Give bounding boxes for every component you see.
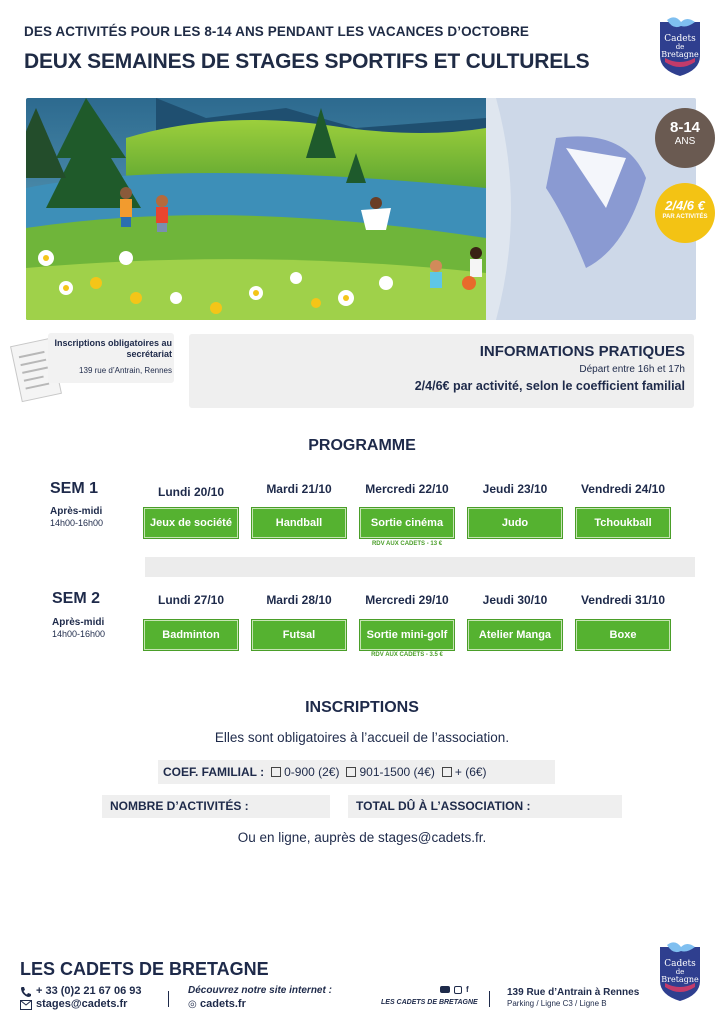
facebook-icon[interactable]: f (466, 985, 469, 994)
activity-jeux-de-societe: Jeux de société (144, 508, 238, 538)
week-2-label: SEM 2 (52, 590, 101, 607)
day-label: Jeudi 23/10 (482, 482, 548, 496)
day-label: Jeudi 30/10 (482, 593, 548, 607)
footer-parking: Parking / Ligne C3 / Ligne B (507, 999, 607, 1008)
age-badge-main: 8-14 (669, 119, 701, 136)
svg-text:Bretagne: Bretagne (661, 50, 699, 59)
header-subtitle: DES ACTIVITÉS POUR LES 8-14 ANS PENDANT LES VACANCES D’OCTOBRE (24, 24, 530, 39)
day-label: Vendredi 31/10 (580, 593, 666, 607)
coef-option[interactable]: 901-1500 (4€) (346, 765, 434, 779)
day-label: Mardi 28/10 (266, 593, 332, 607)
activity-atelier-manga: Atelier Manga (468, 620, 562, 650)
svg-text:Cadets: Cadets (664, 34, 696, 44)
activity-handball: Handball (252, 508, 346, 538)
coef-option[interactable]: 0-900 (2€) (271, 765, 339, 779)
svg-text:Bretagne: Bretagne (661, 975, 699, 984)
cadets-logo-footer (657, 941, 703, 1003)
age-badge (655, 108, 715, 168)
week-separator (145, 557, 695, 577)
checkbox[interactable] (271, 767, 281, 777)
divider (168, 991, 169, 1007)
footer-site-label: Découvrez notre site internet : (188, 985, 332, 996)
footer-title: LES CADETS DE BRETAGNE (20, 959, 269, 979)
activities-count-field[interactable]: NOMBRE D’ACTIVITÉS : (102, 795, 330, 818)
week-2-hours: 14h00-16h00 (52, 629, 106, 639)
footer-social-name: LES CADETS DE BRETAGNE (381, 999, 478, 1006)
info-title: INFORMATIONS PRATIQUES (479, 343, 685, 360)
divider (489, 991, 490, 1007)
activity-sortie-mini-golf: Sortie mini-golf (360, 620, 454, 650)
registration-address: 139 rue d’Antrain, Rennes (79, 366, 172, 375)
info-departure: Départ entre 16h et 17h (579, 364, 685, 375)
social-icons (440, 986, 469, 994)
activity-sortie-cinema: Sortie cinéma (360, 508, 454, 538)
online-registration: Ou en ligne, auprès de stages@cadets.fr. (237, 830, 487, 845)
day-label: Mardi 21/10 (266, 482, 332, 496)
age-badge-sub: ANS (674, 136, 696, 147)
footer-email[interactable]: stages@cadets.fr (36, 998, 128, 1010)
svg-text:de: de (675, 968, 685, 976)
globe-icon: ◎ (188, 999, 197, 1010)
total-due-field[interactable]: TOTAL DÛ À L’ASSOCIATION : (348, 795, 622, 818)
week-1-label: SEM 1 (50, 480, 99, 497)
mail-icon (20, 1000, 32, 1010)
price-badge (655, 183, 715, 243)
instagram-icon[interactable] (454, 986, 462, 994)
cadets-logo (657, 16, 703, 78)
registration-title: Inscriptions obligatoires au secrétariat (54, 338, 172, 359)
footer-address: 139 Rue d’Antrain à Rennes (507, 987, 640, 998)
day-label: Vendredi 24/10 (580, 482, 666, 496)
activity-tchoukball: Tchoukball (576, 508, 670, 538)
page-title: DEUX SEMAINES DE STAGES SPORTIFS ET CULTURELS (24, 50, 590, 73)
checkbox[interactable] (346, 767, 356, 777)
activity-boxe: Boxe (576, 620, 670, 650)
inscriptions-title: INSCRIPTIONS (305, 699, 419, 716)
day-label: Lundi 27/10 (157, 593, 225, 607)
week-1-period: Après-midi (50, 506, 103, 517)
price-badge-main: 2/4/6 € (665, 198, 705, 213)
youtube-icon[interactable] (440, 986, 450, 993)
week-2-period: Après-midi (52, 617, 105, 628)
activity-badminton: Badminton (144, 620, 238, 650)
footer-site-link[interactable]: cadets.fr (200, 998, 246, 1010)
coef-option[interactable]: + (6€) (442, 765, 487, 779)
footer-phone[interactable]: + 33 (0)2 21 67 06 93 (36, 985, 142, 997)
day-label: Lundi 20/10 (157, 485, 225, 499)
coef-row (163, 765, 487, 779)
activity-judo: Judo (468, 508, 562, 538)
checkbox[interactable] (442, 767, 452, 777)
program-title: PROGRAMME (308, 437, 416, 454)
phone-icon (20, 986, 32, 998)
day-label: Mercredi 29/10 (365, 593, 449, 607)
price-badge-sub: PAR ACTIVITÉS (662, 214, 708, 220)
activity-note: RDV AUX CADETS - 3.5 € (371, 652, 443, 658)
banner-illustration (26, 98, 696, 320)
inscriptions-text: Elles sont obligatoires à l’accueil de l’association. (214, 730, 510, 745)
svg-text:Cadets: Cadets (664, 959, 696, 969)
svg-text:de: de (675, 43, 685, 51)
activity-futsal: Futsal (252, 620, 346, 650)
activity-note: RDV AUX CADETS - 13 € (371, 541, 443, 547)
info-price: 2/4/6€ par activité, selon le coefficient familial (414, 379, 685, 393)
coef-label: COEF. FAMILIAL : (163, 765, 265, 779)
week-1-hours: 14h00-16h00 (50, 518, 104, 528)
day-label: Mercredi 22/10 (365, 482, 449, 496)
